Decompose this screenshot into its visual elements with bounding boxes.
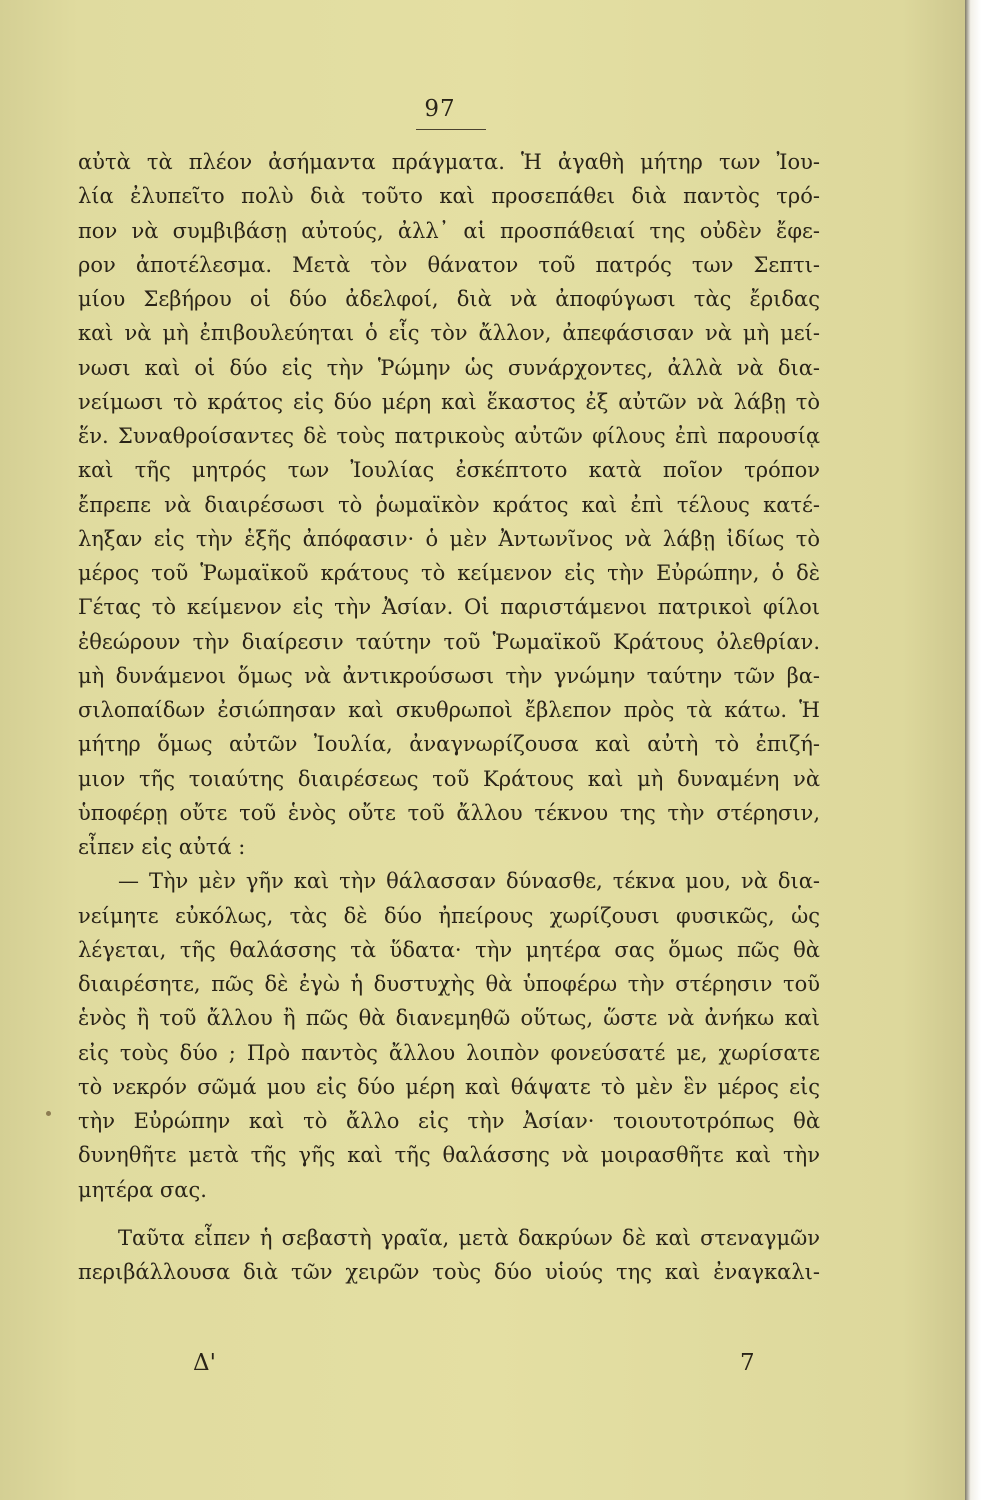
text-line: μὴ δυνάμενοι ὅμως νὰ ἀντικρούσωσι τὴν γνώμην ταύτην τῶν βα- bbox=[78, 663, 820, 688]
page-number: 97 bbox=[424, 96, 456, 122]
text-line: διαιρέσητε, πῶς δὲ ἐγὼ ἡ δυστυχὴς θὰ ὑποφέρω τὴν στέρησιν τοῦ bbox=[78, 972, 820, 996]
text-line: εἰς τοὺς δύο ; Πρὸ παντὸς ἄλλου λοιπὸν φονεύσατέ με, χωρίσατε bbox=[78, 1040, 820, 1065]
text-line: αὐτὰ τὰ πλέον ἀσήμαντα πράγματα. Ἡ ἀγαθὴ μήτηρ των Ἰου- bbox=[78, 150, 820, 174]
text-line: μίου Σεβήρου οἱ δύο ἀδελφοί, διὰ νὰ ἀποφύγωσι τὰς ἔριδας bbox=[78, 287, 820, 311]
text-line: πον νὰ συμβιβάσῃ αὐτούς, ἀλλ᾽ αἱ προσπάθειαί της οὐδὲν ἔφε- bbox=[78, 218, 820, 243]
text-line: τὴν Εὐρώπην καὶ τὸ ἄλλο εἰς τὴν Ἀσίαν· τοιουτοτρόπως θὰ bbox=[78, 1109, 820, 1133]
body-text bbox=[78, 145, 820, 1289]
text-line: μέρος τοῦ Ῥωμαϊκοῦ κράτους τὸ κείμενον εἰς τὴν Εὐρώπην, ὁ δὲ bbox=[78, 561, 820, 585]
text-line: μήτηρ ὅμως αὐτῶν Ἰουλία, ἀναγνωρίζουσα καὶ αὐτὴ τὸ ἐπιζή- bbox=[78, 732, 820, 757]
text-line: καὶ τῆς μητρός των Ἰουλίας ἐσκέπτοτο κατὰ ποῖον τρόπον bbox=[78, 458, 820, 483]
text-line: τὸ νεκρόν σῶμά μου εἰς δύο μέρη καὶ θάψατε τὸ μὲν ἓν μέρος εἰς bbox=[78, 1074, 820, 1099]
text-line: ρον ἀποτέλεσμα. Μετὰ τὸν θάνατον τοῦ πατρός των Σεπτι- bbox=[78, 252, 820, 277]
text-line: ὑποφέρῃ οὔτε τοῦ ἑνὸς οὔτε τοῦ ἄλλου τέκνου της τὴν στέρησιν, bbox=[78, 800, 820, 825]
text-line: δυνηθῆτε μετὰ τῆς γῆς καὶ τῆς θαλάσσης νὰ μοιρασθῆτε καὶ τὴν bbox=[78, 1143, 820, 1168]
text-line: περιβάλλουσα διὰ τῶν χειρῶν τοὺς δύο υἱούς της καὶ ἐναγκαλι- bbox=[78, 1260, 820, 1284]
text-line: ληξαν εἰς τὴν ἑξῆς ἀπόφασιν· ὁ μὲν Ἀντωνῖνος νὰ λάβῃ ἰδίως τὸ bbox=[78, 526, 820, 551]
text-line: νωσι καὶ οἱ δύο εἰς τὴν Ῥώμην ὡς συνάρχοντες, ἀλλὰ νὰ δια- bbox=[78, 355, 820, 380]
sheet-number: 7 bbox=[740, 1350, 755, 1376]
text-line: — Τὴν μὲν γῆν καὶ τὴν θάλασσαν δύνασθε, τέκνα μου, νὰ δια- bbox=[118, 869, 820, 894]
printer-signature-mark: Δ' bbox=[193, 1350, 216, 1376]
page-right-edge bbox=[965, 0, 981, 1500]
ink-spot bbox=[46, 1111, 51, 1116]
text-line: νείμωσι τὸ κράτος εἰς δύο μέρη καὶ ἕκαστος ἐξ αὐτῶν νὰ λάβῃ τὸ bbox=[78, 389, 820, 414]
text-line: λία ἐλυπεῖτο πολὺ διὰ τοῦτο καὶ προσεπάθει διὰ παντὸς τρό- bbox=[78, 184, 820, 209]
text-line: καὶ νὰ μὴ ἐπιβουλεύηται ὁ εἷς τὸν ἄλλον, ἀπεφάσισαν νὰ μὴ μεί- bbox=[78, 321, 820, 346]
text-line: ἐθεώρουν τὴν διαίρεσιν ταύτην τοῦ Ῥωμαϊκοῦ Κράτους ὀλεθρίαν. bbox=[78, 629, 820, 654]
text-line: ἔπρεπε νὰ διαιρέσωσι τὸ ῥωμαϊκὸν κράτος καὶ ἐπὶ τέλους κατέ- bbox=[78, 492, 820, 517]
text-line: ἕν. Συναθροίσαντες δὲ τοὺς πατρικοὺς αὐτῶν φίλους ἐπὶ παρουσίᾳ bbox=[78, 424, 820, 448]
text-line: Γέτας τὸ κείμενον εἰς τὴν Ἀσίαν. Οἱ παριστάμενοι πατρικοὶ φίλοι bbox=[78, 595, 820, 620]
text-line: Ταῦτα εἶπεν ἡ σεβαστὴ γραῖα, μετὰ δακρύων δὲ καὶ στεναγμῶν bbox=[118, 1225, 820, 1250]
text-line: μιον τῆς τοιαύτης διαιρέσεως τοῦ Κράτους καὶ μὴ δυναμένη νὰ bbox=[78, 766, 820, 791]
text-line: νείμητε εὐκόλως, τὰς δὲ δύο ἠπείρους χωρίζουσι φυσικῶς, ὡς bbox=[78, 903, 820, 928]
text-line: σιλοπαίδων ἐσιώπησαν καὶ σκυθρωποὶ ἔβλεπον πρὸς τὰ κάτω. Ἡ bbox=[78, 698, 820, 722]
text-line: ἑνὸς ἢ τοῦ ἄλλου ἢ πῶς θὰ διανεμηθῶ οὕτως, ὥστε νὰ ἀνήκω καὶ bbox=[78, 1006, 820, 1031]
page-number-rule bbox=[416, 129, 486, 130]
text-line: λέγεται, τῆς θαλάσσης τὰ ὕδατα· τὴν μητέρα σας ὅμως πῶς θὰ bbox=[78, 937, 820, 962]
text-line: μητέρα σας. bbox=[78, 1177, 207, 1202]
text-line: εἶπεν εἰς αὐτά : bbox=[78, 835, 246, 859]
